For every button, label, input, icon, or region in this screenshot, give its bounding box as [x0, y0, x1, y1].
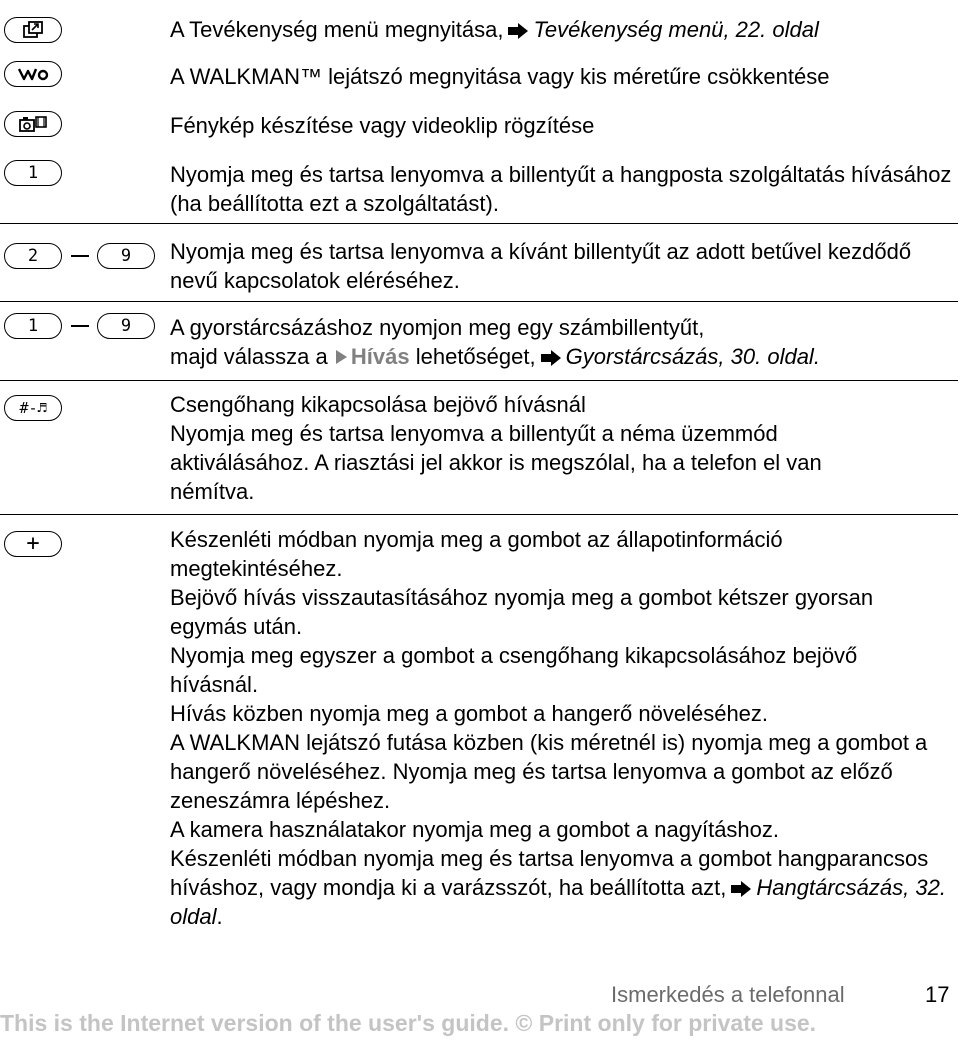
voice-dial-ref[interactable]: Hangtárcsázás, 32. oldal	[170, 875, 946, 929]
key-9	[97, 243, 155, 269]
reference-arrow-icon	[730, 880, 752, 898]
range-dash	[71, 255, 89, 257]
silent-text: Csengőhang kikapcsolása bejövő hívásnál Nyomja meg és tartsa lenyomva a billentyűt a néma üzemmód aktiválásához. A riasztási jel akkor is megszólal, ha a telefon el van némítva.	[170, 390, 955, 506]
speeddial-text: A gyorstárcsázáshoz nyomjon meg egy számbillentyűt, majd válassza a Hívás lehetőséget, Gyorstárcsázás, 30. oldal.	[170, 315, 820, 369]
range-dash	[71, 325, 89, 327]
reference-arrow-icon	[540, 349, 562, 367]
key-1	[4, 313, 62, 339]
key-2-label: 2	[27, 245, 39, 266]
key-9	[97, 313, 155, 339]
walkman-text: A WALKMAN™ lejátszó megnyitása vagy kis méretűre csökkentése	[170, 64, 830, 89]
activity-menu-ref[interactable]: Tevékenység menü, 22. oldal	[533, 17, 819, 42]
activity-menu-text	[170, 15, 955, 44]
separator	[0, 301, 958, 302]
voicemail-text: Nyomja meg és tartsa lenyomva a billentyűt a hangposta szolgáltatás hívásához (ha beállította ezt a szolgáltatást).	[170, 162, 952, 216]
separator	[0, 380, 958, 381]
menu-arrow-icon	[336, 350, 347, 364]
camera-key	[4, 111, 62, 137]
option-hivas[interactable]: Hívás	[350, 344, 410, 369]
key-9-label: 9	[120, 245, 132, 266]
key-plus	[4, 531, 62, 557]
activity-menu-key-icon	[22, 21, 44, 39]
camera-key-icon	[18, 115, 48, 133]
key-1-label: 1	[27, 315, 39, 336]
activity-menu-key	[4, 17, 62, 43]
separator	[0, 514, 958, 515]
walkman-key	[4, 61, 62, 87]
camera-text: Fénykép készítése vagy videoklip rögzítése	[170, 113, 595, 138]
walkman-key-icon	[17, 66, 49, 82]
key-9-label: 9	[120, 315, 132, 336]
reference-arrow-icon	[507, 22, 529, 40]
activity-menu-desc: A Tevékenység menü megnyitása,	[170, 17, 504, 42]
separator	[0, 223, 958, 224]
speeddial-ref[interactable]: Gyorstárcsázás, 30. oldal.	[565, 344, 820, 369]
key-hash-label: #-♬	[19, 398, 47, 417]
key-plus-label: +	[26, 531, 40, 556]
silent-heading: Csengőhang kikapcsolása bejövő hívásnál	[170, 392, 586, 417]
volume-text: Készenléti módban nyomja meg a gombot az állapotinformáció megtekintéséhez. Bejövő hívás visszautasításához nyomja meg a gombot kétszer gyorsan egymás után. Nyomja meg egyszer a gombot a csengőhang kikapcsolásához bejövő hívásnál. Hívás közben nyomja meg a gombot a hangerő növeléséhez. A WALKMAN lejátszó futása közben (kis méretnél is) nyomja meg a gombot a hangerő növeléséhez. Nyomja meg és tartsa lenyomva a gombot az előző zeneszámra lépéshez. A kamera használatakor nyomja meg a gombot a nagyításhoz. Készenléti módban nyomja meg és tartsa lenyomva a gombot hangparancsos híváshoz, vagy mondja ki a varázsszót, ha beállította azt, Hangtárcsázás, 32. oldal.	[170, 527, 946, 929]
page-number: 17	[925, 982, 950, 1007]
section-title: Ismerkedés a telefonnal	[611, 982, 845, 1007]
key-2	[4, 243, 62, 269]
key-hash	[4, 395, 62, 421]
contacts-text: Nyomja meg és tartsa lenyomva a kívánt billentyűt az adott betűvel kezdődő nevű kapcsolatok eléréséhez.	[170, 239, 912, 293]
key-1-label: 1	[27, 162, 39, 183]
internet-version-note: This is the Internet version of the user's guide. © Print only for private use.	[0, 1010, 817, 1036]
key-1	[4, 160, 62, 186]
